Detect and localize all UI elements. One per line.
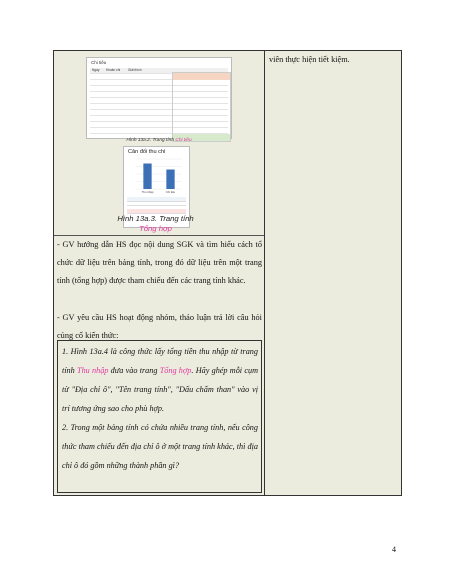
- caption-2-highlight: Tổng hợp: [139, 224, 172, 233]
- question-box: [57, 340, 262, 493]
- sheet-header-cell: Khoản chi: [106, 68, 121, 72]
- question-1-text: . Hãy ghép mỗi cụm từ "Địa chỉ ô", "Tên trang tính", "Dấu chấm than" vào vị trí tương ứng sao cho phù hợp.: [62, 366, 258, 413]
- question-1-text: 1. Hình 13a.4 là công thức lấy tổng tiền thu nhập từ trang tính: [62, 347, 258, 375]
- figure-caption-1: [54, 138, 264, 143]
- summary-header-band: [173, 73, 230, 80]
- chart-bar: [166, 170, 174, 190]
- spreadsheet-figure: [86, 57, 232, 139]
- caption-1-highlight: Chi tiêu: [175, 138, 192, 143]
- figure-caption-2: [94, 214, 217, 234]
- question-1-sheet-name: Thu nhập: [77, 366, 109, 375]
- paragraph-group-task: - GV yêu cầu HS hoạt động nhóm, thảo luận trả lời câu hỏi củng cố kiến thức:: [57, 313, 262, 340]
- sheet-summary-block: [172, 72, 231, 142]
- chart-category-label: Chi tiêu: [165, 190, 176, 194]
- question-1-text: đưa vào trang: [108, 366, 160, 375]
- paragraph-guidance: - GV hướng dẫn HS đọc nội dung SGK và tìm hiểu cách tổ chức dữ liệu trên bảng tính, trong đó dữ liệu trên một trang tính (tổng hợp) được tham chiếu đến các trang tính khác.: [57, 240, 262, 285]
- bar-chart: [126, 157, 186, 195]
- caption-2-text: Hình 13a.3. Trang tính: [117, 214, 194, 223]
- chart-title: Cân đối thu chi: [128, 149, 166, 155]
- question-1: [62, 342, 258, 418]
- lesson-table: [53, 50, 402, 496]
- sheet-title: Chi tiêu: [91, 60, 107, 65]
- column-divider: [264, 51, 265, 495]
- figure-area: [54, 51, 264, 236]
- caption-1-text: Hình 13a.2. Trang tính: [126, 138, 176, 143]
- chart-bar: [143, 164, 151, 190]
- question-1-sheet-name: Tổng hợp: [159, 366, 192, 375]
- right-column-text: viên thực hiện tiết kiệm.: [269, 55, 350, 64]
- sheet-grid: [90, 68, 228, 135]
- sheet-header-cell: Ngày: [92, 68, 100, 72]
- sheet-header-cell: Giải thích: [128, 68, 142, 72]
- chart-table-row: [127, 209, 186, 214]
- question-2: 2. Trong một bảng tính có chứa nhiều trang tính, nếu công thức tham chiếu đến địa chỉ ô ở một trang tính khác, thì địa chỉ ô đó gồm những thành phần gì?: [62, 423, 258, 470]
- chart-category-label: Thu nhập: [141, 190, 154, 194]
- page-number: 4: [392, 545, 396, 554]
